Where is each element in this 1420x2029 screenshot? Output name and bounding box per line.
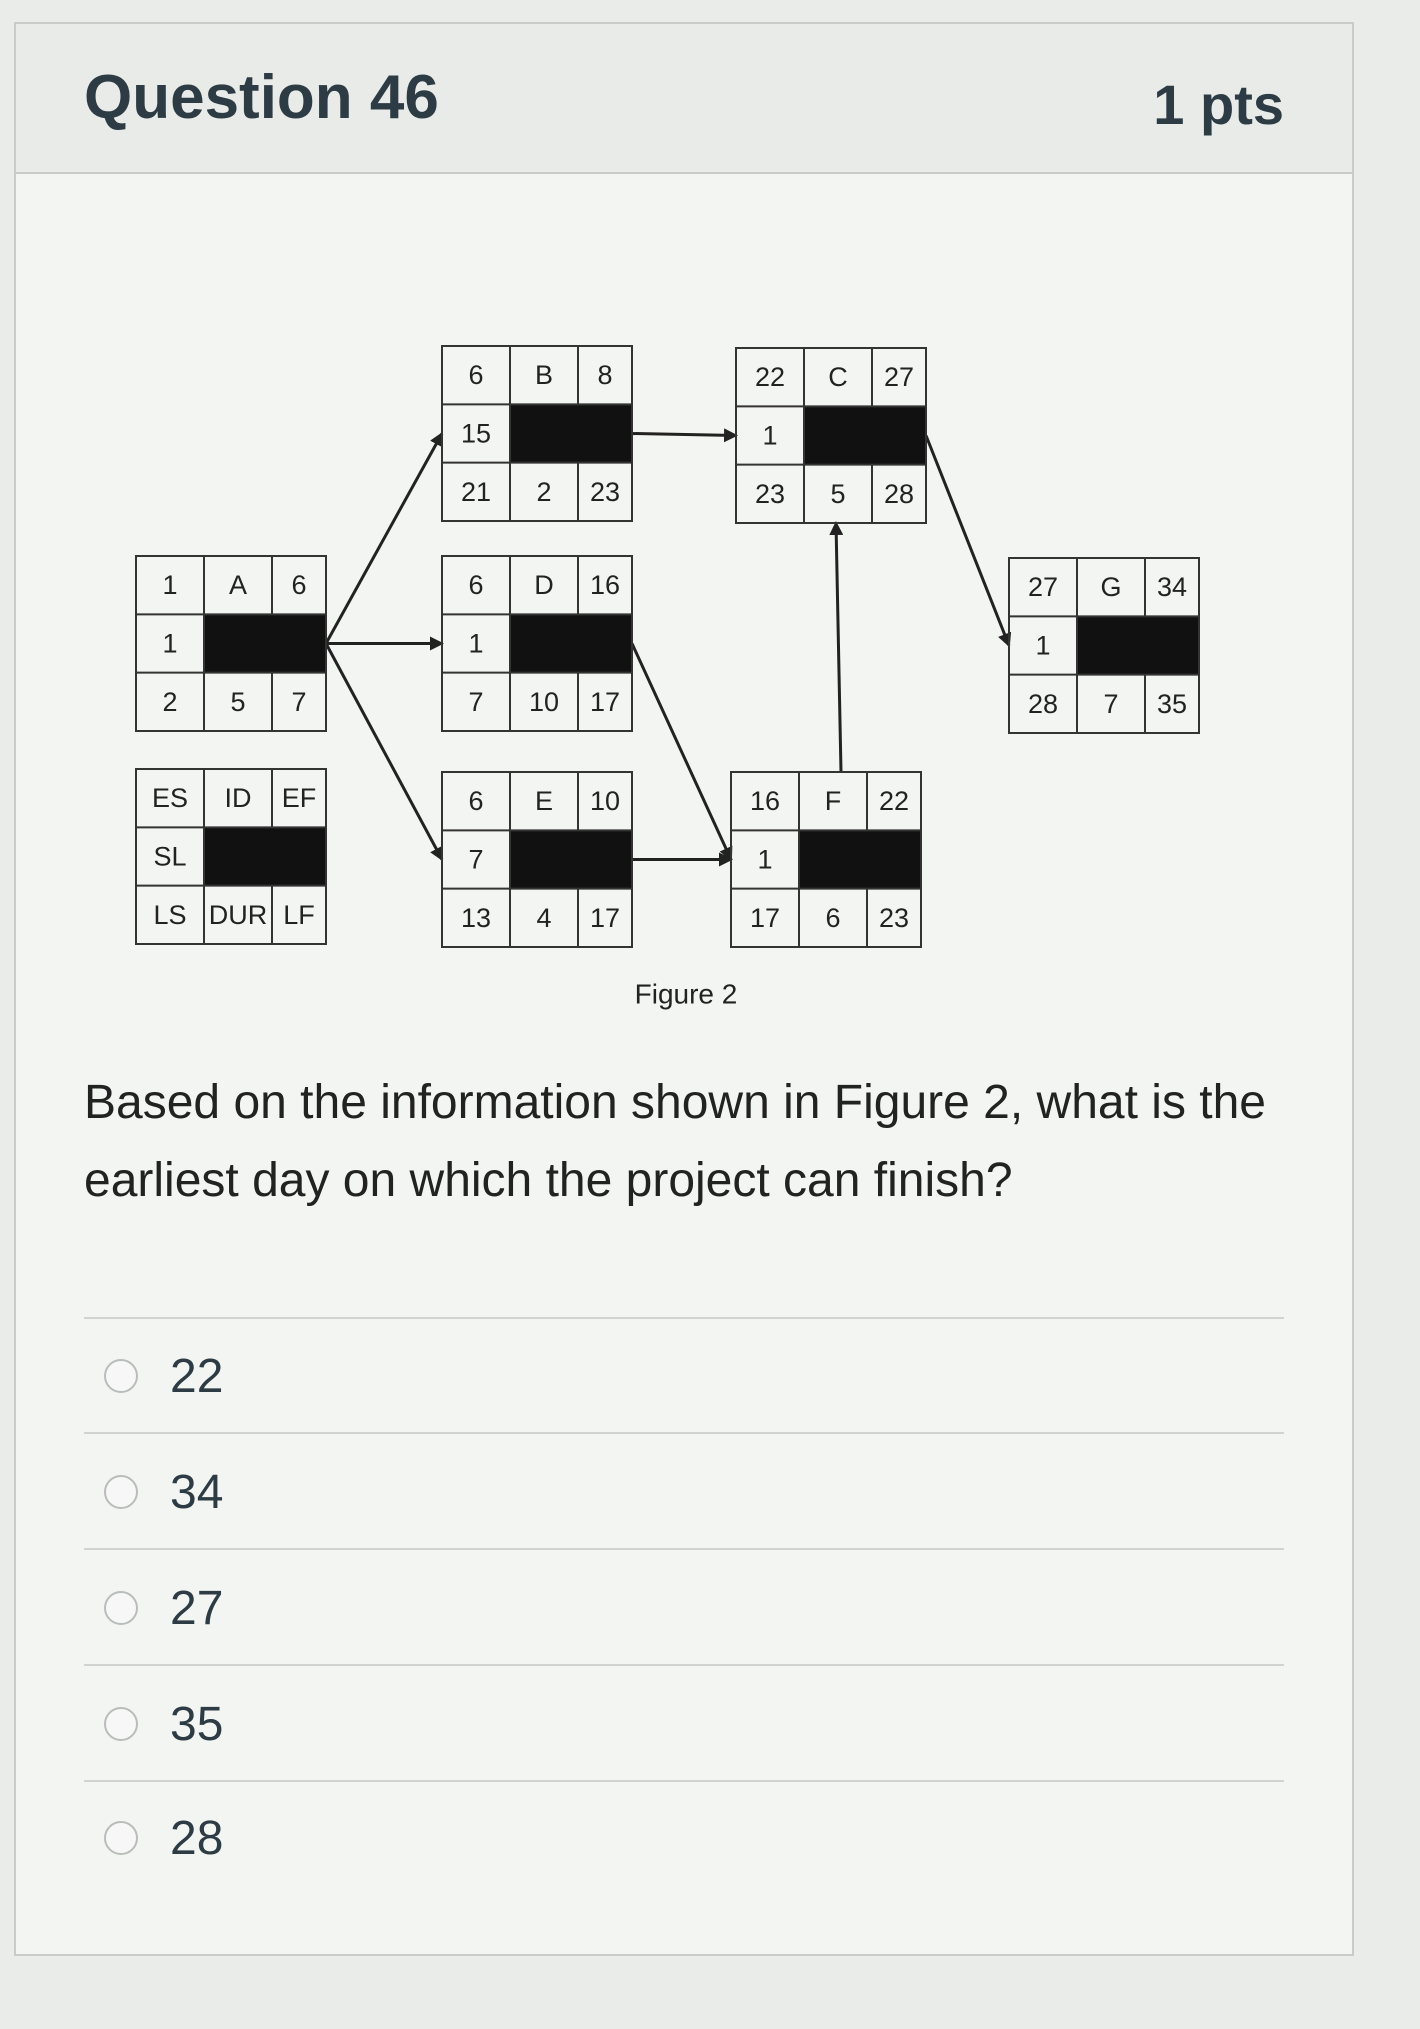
node-sl-value: 1 [757, 844, 773, 875]
radio-button[interactable] [104, 1707, 138, 1741]
node-id-value: D [534, 570, 554, 601]
node-id-value: C [828, 362, 848, 393]
node-ef-value: 27 [883, 362, 915, 393]
answer-separator [84, 1664, 1284, 1666]
radio-button[interactable] [104, 1591, 138, 1625]
node-ef-value: 8 [597, 360, 613, 391]
legend-node [136, 769, 326, 944]
node-es-value: 6 [468, 570, 484, 601]
question-title: Question 46 [84, 63, 439, 132]
question-text: Based on the information shown in Figure 2, what is the earliest day on which the project can finish? [84, 1076, 1266, 1207]
question-header [16, 24, 1352, 174]
node-id-value: G [1100, 572, 1122, 603]
node-es-value: 6 [468, 360, 484, 391]
node-ef-value: 16 [589, 570, 621, 601]
answer-option-22[interactable] [104, 1346, 223, 1406]
answer-separator [84, 1432, 1284, 1434]
arrow-f-to-c [836, 523, 841, 772]
activity-node-g [1009, 558, 1199, 733]
node-ls-value: 21 [460, 476, 492, 507]
slack-filled-block [510, 614, 632, 672]
node-es-value: 27 [1027, 572, 1059, 603]
node-lf-value: 23 [589, 476, 621, 507]
node-lf-value: 35 [1156, 688, 1188, 719]
node-ls-value: 23 [754, 478, 786, 509]
node-ls-value: 13 [460, 902, 492, 933]
node-id-value: A [228, 570, 248, 601]
node-id-value: E [534, 786, 554, 817]
answer-label: 28 [170, 1811, 224, 1865]
node-es-value: 6 [468, 786, 484, 817]
radio-button[interactable] [104, 1821, 138, 1855]
answer-separator [84, 1548, 1284, 1550]
activity-node-e [442, 772, 632, 947]
answer-label: 34 [170, 1465, 224, 1519]
node-es-value: ES [151, 783, 189, 814]
answer-separator [84, 1317, 1284, 1319]
node-dur-value: 4 [536, 902, 552, 933]
node-ls-value: 17 [749, 902, 781, 933]
node-lf-value: 28 [883, 478, 915, 509]
answer-option-27[interactable] [104, 1578, 223, 1638]
question-points: 1 pts [1153, 73, 1284, 136]
node-id-value: F [824, 786, 842, 817]
node-ef-value: 22 [878, 786, 910, 817]
node-id-value: ID [224, 783, 252, 814]
node-sl-value: 1 [162, 628, 178, 659]
slack-filled-block [204, 614, 326, 672]
answer-label: 27 [170, 1581, 224, 1635]
node-sl-value: 1 [1035, 630, 1051, 661]
network-diagram-figure [116, 324, 1316, 1044]
arrow-c-to-g [926, 436, 1009, 646]
arrow-d-to-f [632, 644, 731, 860]
question-card [14, 22, 1354, 1956]
arrow-a-to-b [326, 434, 442, 644]
node-es-value: 16 [749, 786, 781, 817]
node-sl-value: 7 [468, 844, 484, 875]
node-es-value: 1 [162, 570, 178, 601]
node-lf-value: 7 [291, 686, 307, 717]
slack-filled-block [510, 404, 632, 462]
activity-node-a [136, 556, 326, 731]
node-ef-value: 6 [291, 570, 307, 601]
node-lf-value: 17 [589, 686, 621, 717]
node-sl-value: 15 [460, 418, 492, 449]
node-dur-value: 5 [830, 478, 846, 509]
node-sl-value: 1 [468, 628, 484, 659]
node-ef-value: EF [281, 783, 317, 814]
slack-filled-block [510, 830, 632, 888]
node-dur-value: 6 [825, 902, 841, 933]
node-ls-value: 7 [468, 686, 484, 717]
network-diagram [116, 324, 1316, 1044]
slack-filled-block [1077, 616, 1199, 674]
node-es-value: 22 [754, 362, 786, 393]
answer-label: 35 [170, 1697, 224, 1751]
node-id-value: B [534, 360, 554, 391]
activity-node-b [442, 346, 632, 521]
radio-button[interactable] [104, 1359, 138, 1393]
arrow-b-to-c [632, 434, 736, 436]
node-lf-value: 17 [589, 902, 621, 933]
slack-filled-block [799, 830, 921, 888]
slack-filled-block [204, 827, 326, 885]
answer-separator [84, 1780, 1284, 1782]
node-ls-value: 28 [1027, 688, 1059, 719]
activity-node-d [442, 556, 632, 731]
slack-filled-block [804, 406, 926, 464]
node-sl-value: 1 [762, 420, 778, 451]
answer-label: 22 [170, 1349, 224, 1403]
node-sl-value: SL [153, 841, 187, 872]
node-ls-value: 2 [162, 686, 178, 717]
node-dur-value: 7 [1103, 688, 1119, 719]
answer-option-28[interactable] [104, 1808, 223, 1868]
arrow-a-to-e [326, 644, 442, 860]
node-dur-value: 10 [528, 686, 560, 717]
answer-option-34[interactable] [104, 1462, 223, 1522]
node-dur-value: 5 [230, 686, 246, 717]
node-lf-value: 23 [878, 902, 910, 933]
activity-node-c [736, 348, 926, 523]
node-lf-value: LF [283, 899, 315, 930]
answer-option-35[interactable] [104, 1694, 223, 1754]
node-ef-value: 10 [589, 786, 621, 817]
node-dur-value: 2 [536, 476, 552, 507]
node-ls-value: LS [153, 899, 187, 930]
figure-caption: Figure 2 [634, 978, 738, 1010]
node-dur-value: DUR [208, 899, 268, 930]
radio-button[interactable] [104, 1475, 138, 1509]
node-ef-value: 34 [1156, 572, 1188, 603]
activity-node-f [731, 772, 921, 947]
